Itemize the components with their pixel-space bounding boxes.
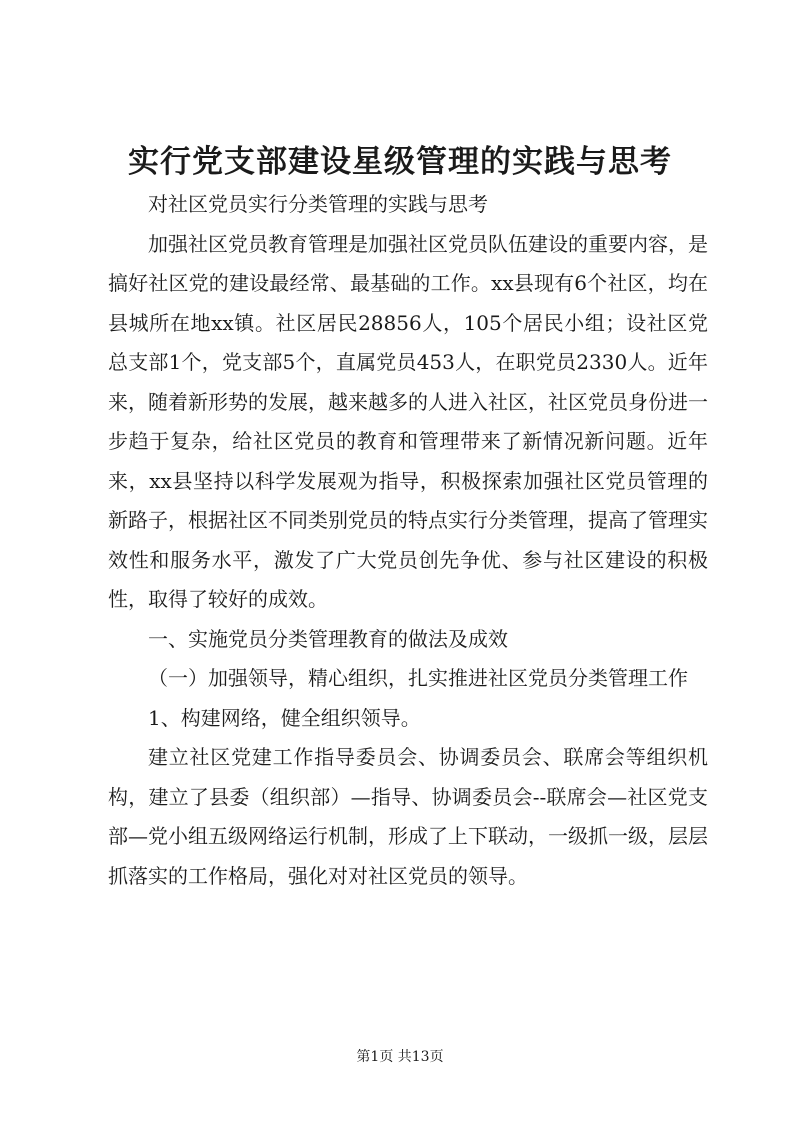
section-heading-1: 一、实施党员分类管理教育的做法及成效 [148,626,508,651]
paragraph-intro: 加强社区党员教育管理是加强社区党员队伍建设的重要内容，是搞好社区党的建设最经常、最基础的工作。xx县现有6个社区，均在县城所在地xx镇。社区居民28856人，105个居民小组；设社区党总支部1个，党支部5个，直属党员453人，在职党员2330人。近年来，随着新形势的发展，越来越多的人进入社区，社区党员身份进一步趋于复杂，给社区党员的教育和管理带来了新情况新问题。近年来，xx县坚持以科学发展观为指导，积极探索加强社区党员管理的新路子，根据社区不同类别党员的特点实行分类管理，提高了管理实效性和服务水平，激发了广大党员创先争优、参与社区建设的积极性，取得了较好的成效。 [108,231,708,611]
page-footer: 第1页 共13页 [356,1049,444,1065]
document-body [108,185,708,896]
paragraph-item-1: 建立社区党建工作指导委员会、协调委员会、联席会等组织机构，建立了县委（组织部）—指导、协调委员会--联席会—社区党支部—党小组五级网络运行机制，形成了上下联动，一级抓一级，层层抓落实的工作格局，强化对对社区党员的领导。 [108,745,708,888]
item-heading-1: 1、构建网络，健全组织领导。 [148,705,421,730]
paragraph-subtitle: 对社区党员实行分类管理的实践与思考 [148,192,488,216]
subsection-heading-1: （一）加强领导，精心组织，扎实推进社区党员分类管理工作 [148,666,688,690]
document-title: 实行党支部建设星级管理的实践与思考 [128,144,672,180]
